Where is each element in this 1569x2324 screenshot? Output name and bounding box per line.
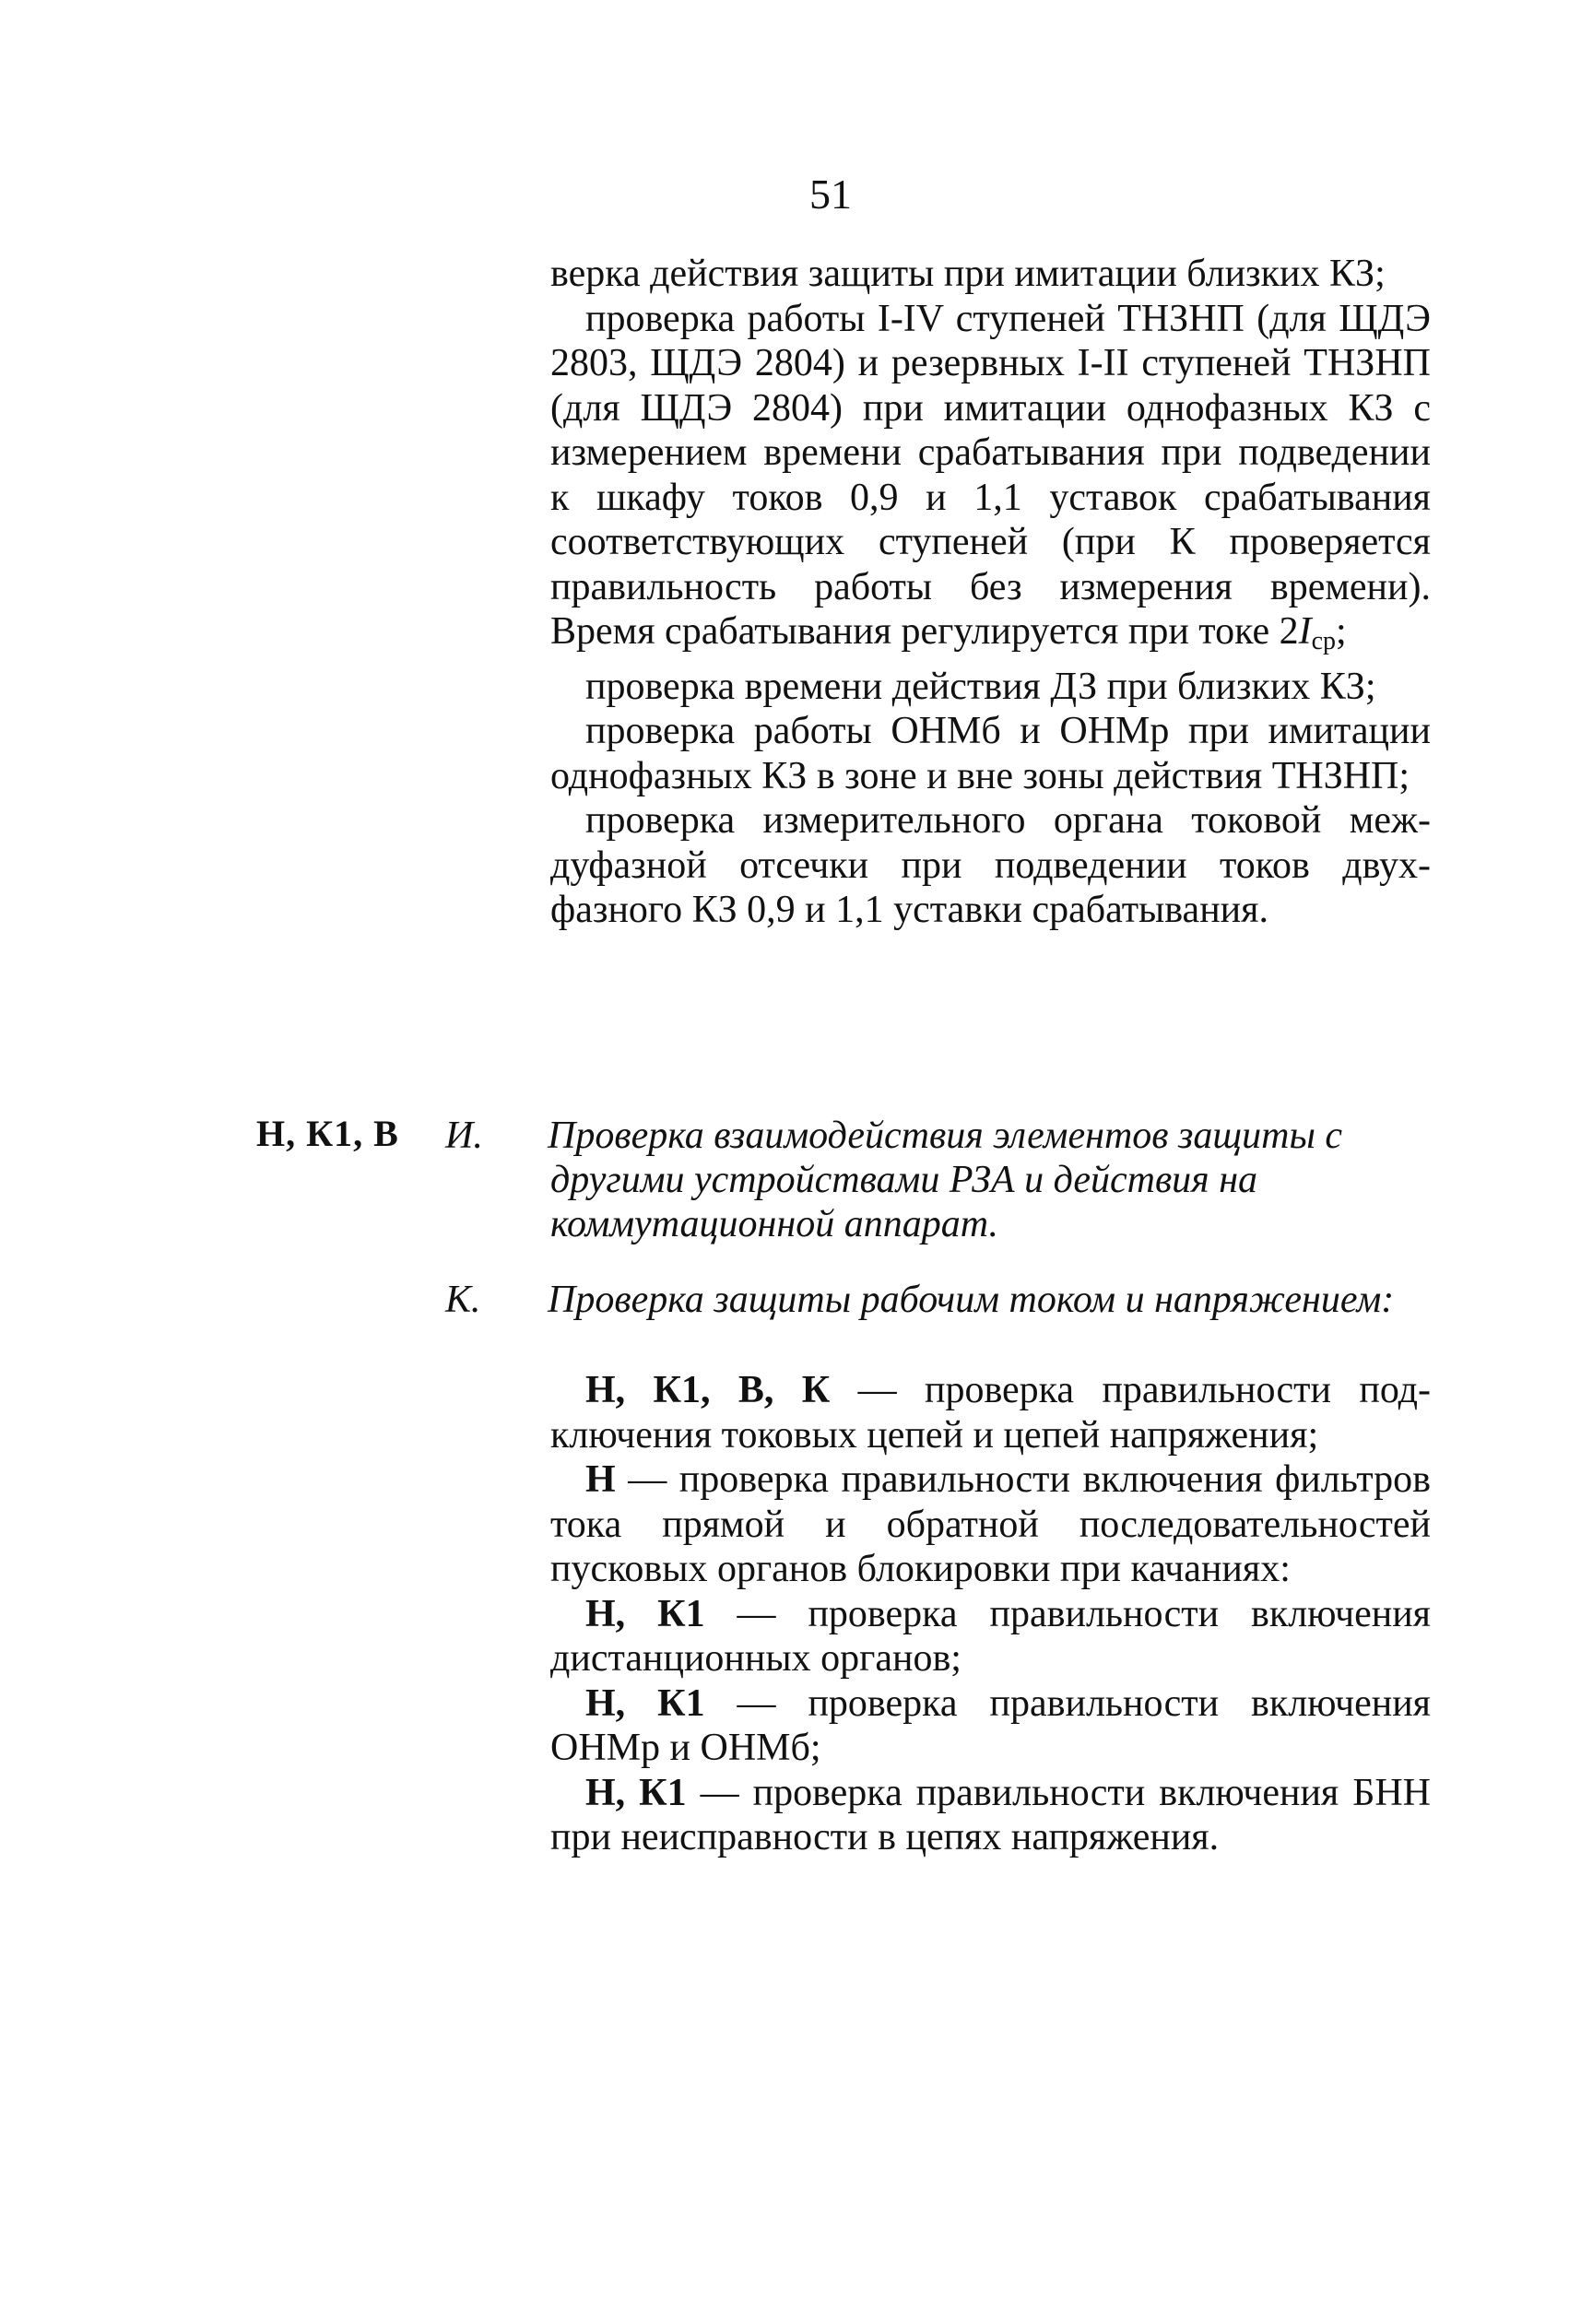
margin-code-section-i: Н, К1, В — [256, 1113, 399, 1154]
section-k — [445, 1278, 1431, 1322]
check-text: — проверка правильности подключения токовых цепей и цепей напряжения; — [550, 1369, 1431, 1457]
paragraph-current-cutoff-check: проверка измерительного органа токовой междуфазной отсечки при подведении токов двухфазного КЗ 0,9 и 1,1 уставки срабатывания. — [550, 799, 1431, 931]
list-item — [550, 1681, 1431, 1771]
list-item — [550, 1771, 1431, 1860]
paragraph-tnznp-text: проверка работы I-IV ступеней ТНЗНП (для ЩДЭ 2803, ЩДЭ 2804) и резервных I-II ступеней ТНЗНП (для ЩДЭ 2804) при имитации однофазных КЗ с измерением времени срабатывания при подведении к шкафу токов 0,9 и 1,1 уставок срабатывания соответствующих ступеней (при К проверяется правильность работы без измерения времени). Время срабатывания регулируется при токе — [550, 297, 1431, 653]
check-code: Н — [585, 1458, 616, 1501]
paragraph-close-fault-check: верка действия защиты при имитации близких КЗ; — [550, 253, 1386, 295]
check-code: Н, К1 — [585, 1592, 705, 1635]
check-code: Н, К1, В, К — [585, 1369, 831, 1411]
list-item — [550, 1592, 1431, 1681]
section-k-items — [550, 1368, 1431, 1860]
section-k-heading: Проверка защиты рабочим током и напряжением: — [548, 1279, 1395, 1321]
section-i-heading: Проверка взаимодействия элементов защиты с другими устройствами РЗА и действия на коммутационной аппарат. — [548, 1115, 1343, 1245]
check-text: — проверка правильности включения фильтров тока прямой и обратной последовательностей пусковых органов блокировки при качаниях: — [550, 1458, 1431, 1590]
check-text: — проверка правильности включения БНН при неисправности в цепях напряжения. — [550, 1771, 1432, 1858]
checks-list — [550, 252, 1431, 933]
paragraph-tnznp-check — [550, 297, 1431, 665]
section-i-letter: И. — [445, 1115, 483, 1157]
check-text: — проверка правильности включения ОНМр и ОНМб; — [550, 1681, 1431, 1769]
page-number: 51 — [809, 171, 852, 218]
paragraph-onm-check: проверка работы ОНМб и ОНМр при имитации однофазных КЗ в зоне и вне зоны действия ТНЗНП; — [550, 710, 1431, 797]
check-code: Н, К1 — [585, 1681, 705, 1725]
paragraph-dz-time-check: проверка времени действия ДЗ при близких КЗ; — [585, 665, 1376, 708]
check-text: — проверка правильности включения дистанционных органов; — [550, 1592, 1431, 1680]
section-k-letter: К. — [445, 1279, 481, 1321]
formula-operating-current: $2I_{ср}$; — [1279, 610, 1347, 655]
check-code: Н, К1 — [585, 1771, 687, 1814]
list-item — [550, 1457, 1431, 1592]
list-item — [550, 1368, 1431, 1457]
section-i — [445, 1114, 1431, 1246]
